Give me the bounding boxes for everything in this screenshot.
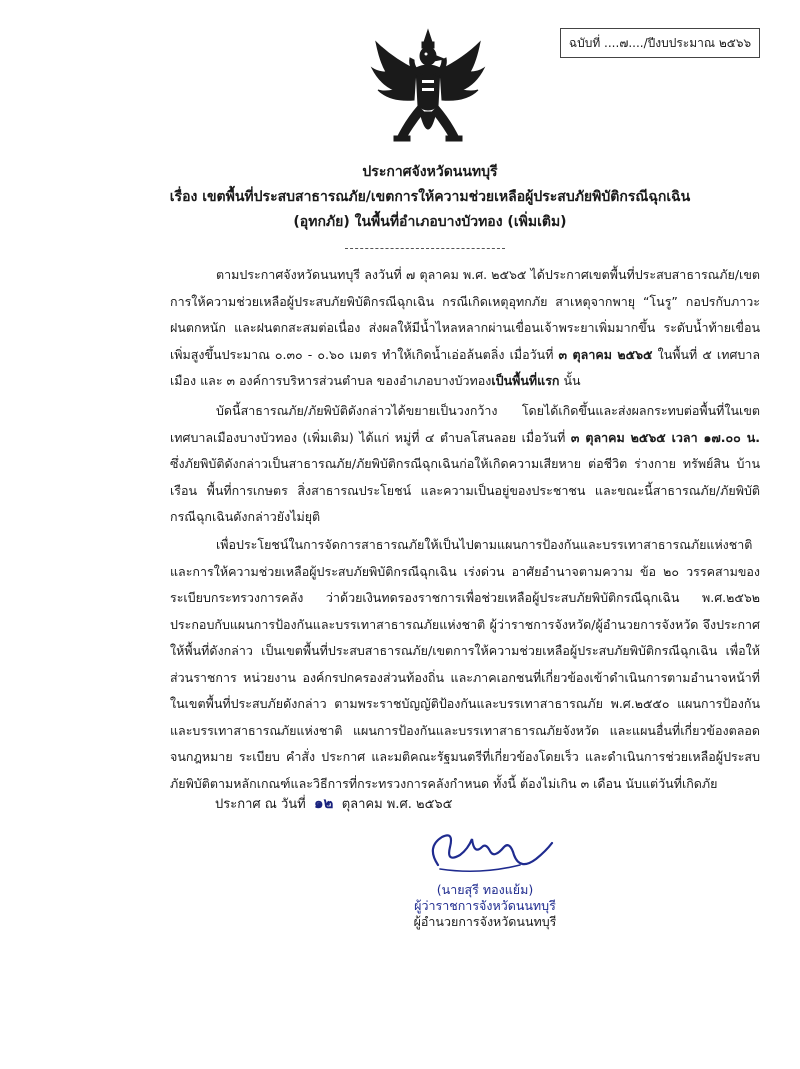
announce-day: ๑๒ — [314, 794, 334, 812]
paragraph-1-emphasis: เป็นพื้นที่แรก — [491, 373, 560, 388]
paragraph-2 — [170, 398, 760, 531]
paragraph-1-text-a: ตามประกาศจังหวัดนนทบุรี ลงวันที่ ๗ ตุลาคม พ.ศ. ๒๕๖๕ ได้ประกาศเขตพื้นที่ประสบสาธารณภัย/เขตการให้ความช่วยเหลือผู้ประสบภัยพิบัติกรณีฉุกเฉิน กรณีเกิดเหตุอุทกภัย สาเหตุจากพายุ “โนรู” กอปรกับภาวะฝนตกหนัก และฝนตกสะสมต่อเนื่อง ส่งผลให้มีน้ำไหลหลากผ่านเขื่อนเจ้าพระยาเพิ่มมากขึ้น ระดับน้ำท้ายเขื่อนเพิ่มสูงขึ้นประมาณ ๐.๓๐ - ๐.๖๐ เมตร ทำให้เกิดน้ำเอ่อล้นตลิ่ง เมื่อวันที่ — [170, 267, 760, 362]
paragraph-1 — [170, 262, 760, 395]
paragraph-1-text-c: ในพื้นที่ ๕ เทศบาลเมือง และ ๓ องค์การบริหารส่วนตำบล ของอำเภอบางบัวทอง — [170, 346, 760, 388]
paragraph-2-text-a: บัดนี้สาธารณภัย/ภัยพิบัติดังกล่าวได้ขยายเป็นวงกว้าง โดยได้เกิดขึ้นและส่งผลกระทบต่อพื้นที่ในเขตเทศบาลเมืองบางบัวทอง (เพิ่มเติม) ได้แก่ หมู่ที่ ๔ ตำบลโสนลอย เมื่อวันที่ — [170, 403, 760, 445]
signatory-block — [370, 882, 600, 930]
paragraph-3 — [170, 532, 760, 797]
signatory-title-governor: ผู้ว่าราชการจังหวัดนนทบุรี — [414, 898, 556, 913]
signatory-title-director: ผู้อำนวยการจังหวัดนนทบุรี — [413, 914, 557, 929]
handwritten-signature — [420, 825, 560, 883]
paragraph-1-date: ๓ ตุลาคม ๒๕๖๕ — [558, 346, 653, 362]
title-divider — [345, 248, 505, 249]
announcement-date — [215, 790, 715, 818]
title-line-1: ประกาศจังหวัดนนทบุรี — [362, 164, 498, 180]
title-line-2: เรื่อง เขตพื้นที่ประสบสาธารณภัย/เขตการให้ความช่วยเหลือผู้ประสบภัยพิบัติกรณีฉุกเฉิน — [169, 189, 691, 205]
garuda-emblem-icon — [368, 28, 488, 150]
paragraph-3-text: เพื่อประโยชน์ในการจัดการสาธารณภัยให้เป็นไปตามแผนการป้องกันและบรรเทาสาธารณภัยแห่งชาติและการให้ความช่วยเหลือผู้ประสบภัยพิบัติกรณีฉุกเฉิน เร่งด่วน อาศัยอำนาจตามความ ข้อ ๒๐ วรรคสามของระเบียบกระทรวงการคลัง ว่าด้วยเงินทดรองราชการเพื่อช่วยเหลือผู้ประสบภัยพิบัติกรณีฉุกเฉิน พ.ศ.๒๕๖๒ ประกอบกับแผนการป้องกันและบรรเทาสาธารณภัยแห่งชาติ ผู้ว่าราชการจังหวัด/ผู้อำนวยการจังหวัด จึงประกาศให้พื้นที่ดังกล่าว เป็นเขตพื้นที่ประสบสาธารณภัย/เขตการให้ความช่วยเหลือผู้ประสบภัยพิบัติกรณีฉุกเฉิน เพื่อให้ส่วนราชการ หน่วยงาน องค์กรปกครองส่วนท้องถิ่น และภาคเอกชนที่เกี่ยวข้องเข้าดำเนินการตามอำนาจหน้าที่ในเขตพื้นที่ประสบภัยดังกล่าว ตามพระราชบัญญัติป้องกันและบรรเทาสาธารณภัย พ.ศ.๒๕๕๐ แผนการป้องกันและบรรเทาสาธารณภัยแห่งชาติ แผนการป้องกันและบรรเทาสาธารณภัยจังหวัด และแผนอื่นที่เกี่ยวข้องตลอดจนกฎหมาย ระเบียบ คำสั่ง ประกาศ และมติคณะรัฐมนตรีที่เกี่ยวข้องโดยเร็ว และดำเนินการช่วยเหลือผู้ประสบภัยพิบัติตามหลักเกณฑ์และวิธีการที่กระทรวงการคลังกำหนด ทั้งนี้ ต้องไม่เกิน ๓ เดือน นับแต่วันที่เกิดภัย — [170, 537, 760, 791]
paragraph-2-text-c: ซึ่งภัยพิบัติดังกล่าวเป็นสาธารณภัย/ภัยพิบัติกรณีฉุกเฉินก่อให้เกิดความเสียหาย ต่อชีวิต ร่างกาย ทรัพย์สิน บ้านเรือน พื้นที่การเกษตร สิ่งสาธารณประโยชน์ และความเป็นอยู่ของประชาชน และขณะนี้สาธารณภัย/ภัยพิบัติกรณีฉุกเฉินดังกล่าวยังไม่ยุติ — [170, 456, 760, 524]
paragraph-1-text-e: นั้น — [559, 373, 581, 388]
document-number-box: ฉบับที่ ....๗..../ปีงบประมาณ ๒๕๖๖ — [560, 28, 760, 58]
announce-suffix: ตุลาคม พ.ศ. ๒๕๖๕ — [341, 797, 453, 812]
title-line-3: (อุทกภัย) ในพื้นที่อำเภอบางบัวทอง (เพิ่มเติม) — [293, 214, 567, 230]
announce-prefix: ประกาศ ณ วันที่ — [215, 797, 306, 812]
signatory-name: (นายสุรี ทองแย้ม) — [436, 882, 534, 897]
paragraph-2-datetime: ๓ ตุลาคม ๒๕๖๕ เวลา ๑๗.๐๐ น. — [570, 429, 760, 445]
announcement-title — [140, 160, 720, 235]
